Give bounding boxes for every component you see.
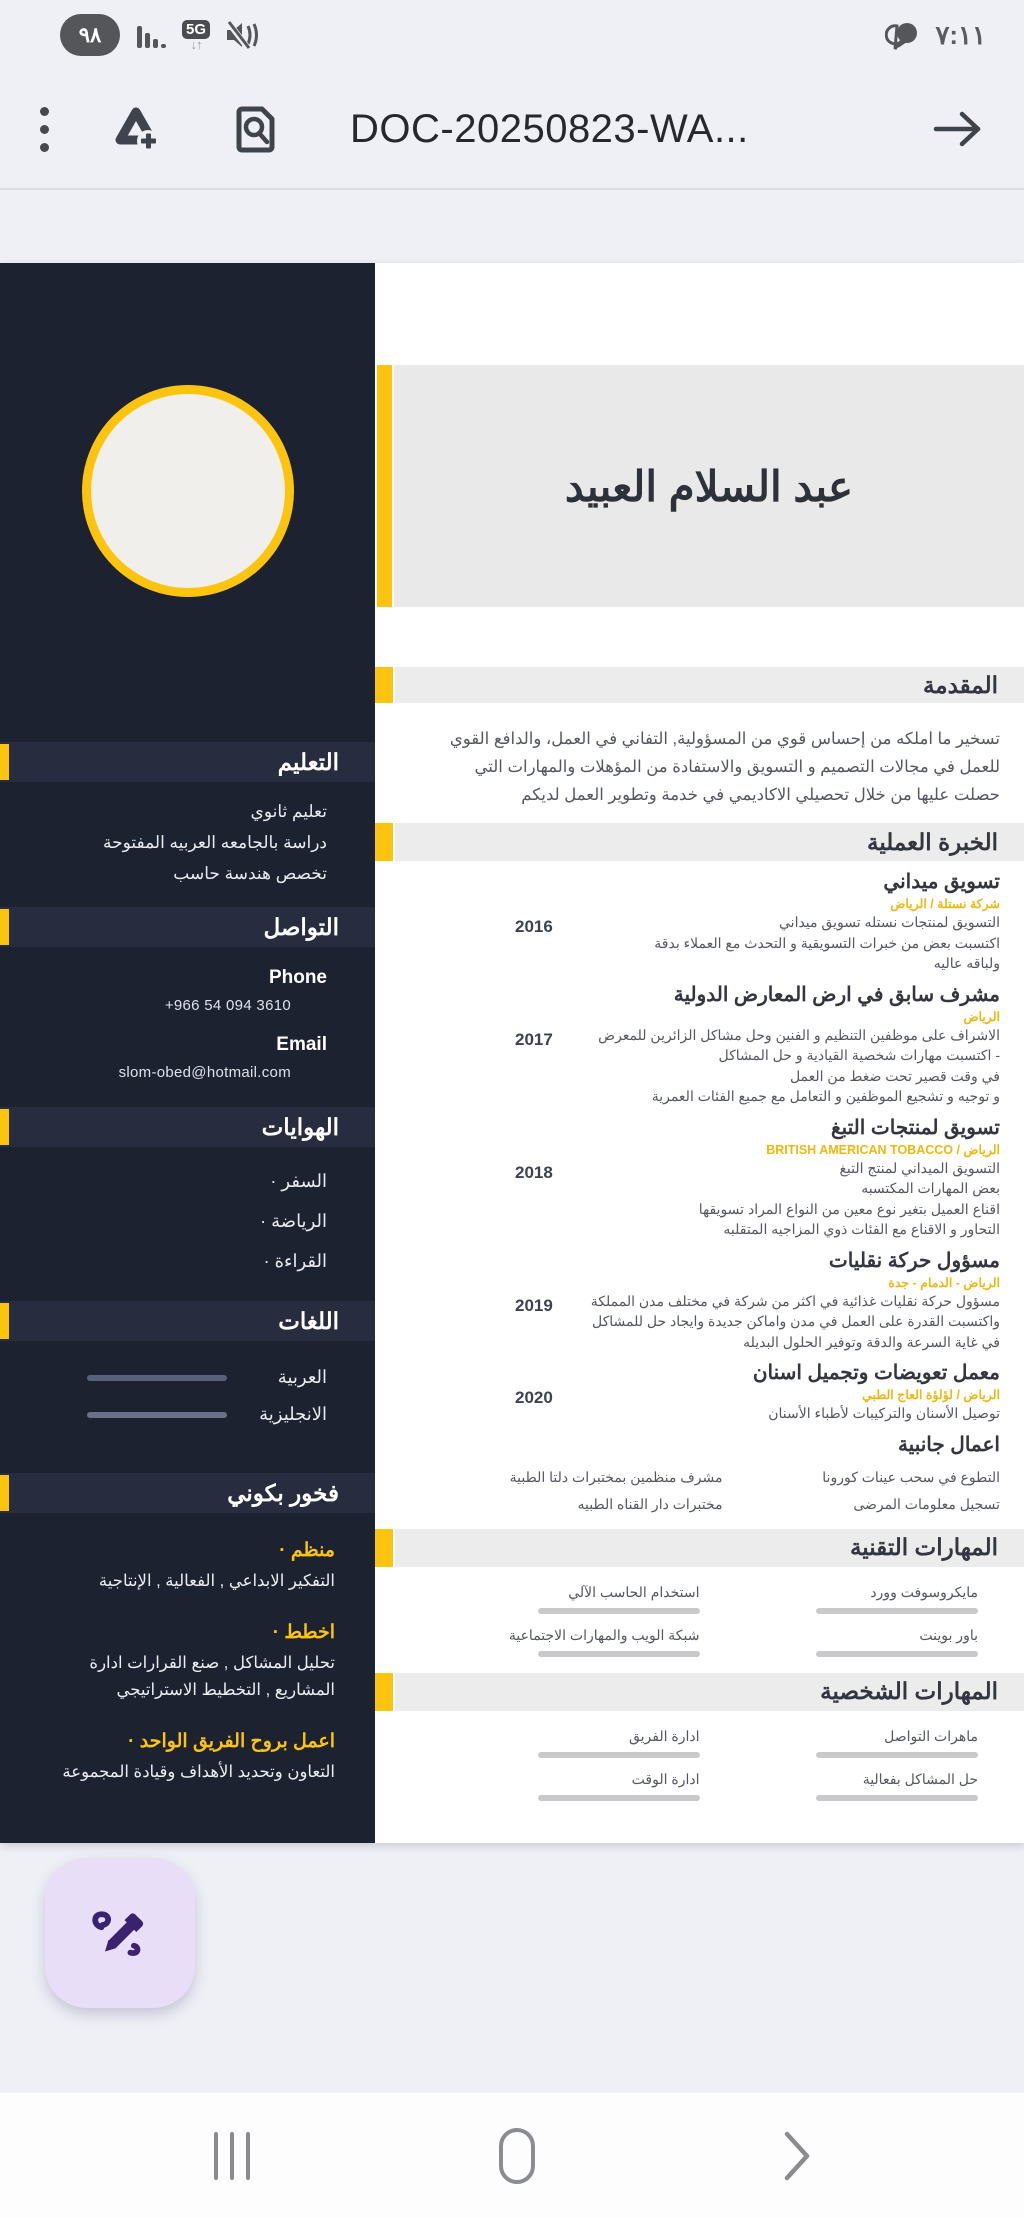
job-title: مشرف سابق في ارض المعارض الدولية — [673, 983, 1000, 1006]
battery-percent: ٩٨ — [78, 23, 102, 47]
job-company: الرياض - الدمام - جدة — [888, 1275, 1000, 1290]
proud-item — [30, 1730, 335, 1786]
job-company: الرياض / لؤلؤة العاج الطبي — [862, 1388, 1000, 1402]
job-entry — [375, 1115, 1000, 1240]
skill-item — [491, 1770, 700, 1801]
network-5g-label: 5G — [182, 20, 210, 39]
section-personal-skills-header — [395, 1673, 1024, 1711]
language-name: الانجليزية — [259, 1404, 327, 1424]
sidebar-section-hobbies — [0, 1107, 375, 1147]
chat-bubble-icon — [885, 17, 921, 53]
sidebar-section-languages — [0, 1301, 375, 1341]
language-name: العربية — [277, 1367, 327, 1387]
home-button[interactable] — [497, 2126, 537, 2186]
side-job-item: مشرف منظمين بمختبرات دلتا الطبية — [509, 1468, 723, 1485]
proud-item — [30, 1539, 335, 1595]
job-entry — [375, 982, 1000, 1107]
section-accent-bar — [0, 744, 9, 780]
skill-name: حل المشاكل بفعالية — [862, 1770, 978, 1787]
resume-main — [375, 263, 1024, 1843]
proud-item-desc: تحليل المشاكل , صنع القرارات ادارة المشاريع , التخطيط الاستراتيجي — [89, 1654, 335, 1699]
language-row — [16, 1404, 327, 1425]
clock: ٧:١١ — [935, 19, 986, 50]
side-job-item: التطوع في سحب عينات كورونا — [822, 1468, 1000, 1485]
intro-paragraph: تسخير ما املكه من إحساس قوي من المسؤولية, التفاني في العمل، والدافع القوي للعمل في مجالات التصميم و التسويق والاستفادة من المؤهلات والمهارات التي حصلت عليها من خلال تحصيلي الاكاديمي في خدمة وتطوير العمل لديكم — [449, 730, 1000, 804]
skill-item — [491, 1727, 700, 1758]
job-desc-line: - اكتسبت مهارات شخصية القيادية و حل المشاكل — [718, 1047, 1000, 1063]
android-navbar — [0, 2093, 1024, 2218]
section-accent-bar — [0, 909, 9, 945]
back-button[interactable] — [780, 2127, 814, 2185]
education-line: دراسة بالجامعه العربيه المفتوحة — [102, 833, 327, 852]
section-accent-square — [375, 1529, 393, 1567]
proud-item-title: اعمل بروح الفريق الواحد · — [30, 1730, 335, 1753]
skill-level-bar — [816, 1752, 978, 1758]
job-year: 2019 — [515, 1295, 553, 1315]
job-desc-line: الاشراف على موظفين التنظيم و الفنين وحل مشاكل الزائرين للمعرض — [598, 1026, 1000, 1043]
skill-item — [770, 1727, 979, 1758]
section-experience-header — [395, 823, 1024, 861]
job-entry — [375, 1248, 1000, 1353]
job-company: الرياض / BRITISH AMERICAN TOBACCO — [766, 1142, 1000, 1157]
section-tech-skills-header — [395, 1529, 1024, 1567]
section-title: المهارات الشخصية — [820, 1678, 998, 1704]
skill-level-bar — [816, 1651, 978, 1657]
status-left-cluster — [60, 14, 262, 56]
email-value: slom-obed@hotmail.com — [118, 1064, 291, 1081]
skill-level-bar — [538, 1752, 700, 1758]
job-desc-line: واكتسبت القدرة على العمل في مدن واماكن جديدة وايجاد حل للمشاكل في غاية السرعة والدقة وتوفير الحلول البديله — [591, 1313, 1000, 1350]
hobby-item: القراءة · — [16, 1241, 327, 1281]
section-intro-header — [395, 667, 1024, 703]
job-desc-line: التحاور و الاقناع مع الفئات ذوي المزاجيه المتقلبه — [723, 1221, 1000, 1237]
job-entry — [375, 869, 1000, 974]
section-accent-square — [375, 823, 393, 861]
add-to-drive-icon[interactable] — [110, 103, 162, 155]
name-accent-bar — [377, 365, 392, 607]
battery-indicator — [60, 14, 120, 56]
job-desc-line: في وقت قصير تحت ضغط من العمل — [789, 1067, 1000, 1084]
side-jobs-grid — [475, 1469, 1000, 1513]
skill-level-bar — [538, 1651, 700, 1657]
scribble-pen-icon — [83, 1896, 157, 1970]
document-title: DOC-20250823-WA... — [350, 106, 749, 151]
document-toolbar — [0, 70, 1024, 190]
find-in-document-icon[interactable] — [232, 103, 280, 155]
job-year: 2016 — [515, 917, 553, 936]
proud-item — [30, 1621, 335, 1704]
status-right-cluster — [885, 17, 986, 53]
section-accent-bar — [0, 1303, 9, 1339]
proud-item-title: اخطط · — [30, 1621, 335, 1644]
skill-name: ماهرات التواصل — [884, 1727, 978, 1744]
skill-name: باور بوينت — [919, 1626, 978, 1643]
job-desc-line: و توجيه و تشجيع الموظفين و التعامل مع جميع الفئات العمرية — [651, 1088, 1000, 1104]
job-title: تسويق ميداني — [883, 871, 1000, 893]
phone-value: +966 54 094 3610 — [164, 997, 291, 1014]
section-title: الخبرة العملية — [867, 828, 998, 855]
skill-item — [491, 1583, 700, 1614]
sidebar-section-contact — [0, 907, 375, 947]
job-desc-line: توصيل الأسنان والتركيبات لأطباء الأسنان — [768, 1405, 1000, 1421]
side-job-item: تسجيل معلومات المرضى — [853, 1495, 1000, 1512]
job-entry — [375, 1360, 1000, 1424]
side-job-item: مختبرات دار القناه الطبيه — [577, 1495, 723, 1512]
skill-level-bar — [816, 1608, 978, 1614]
section-title: المهارات التقنية — [849, 1534, 998, 1560]
sidebar-section-education — [0, 742, 375, 782]
skill-item — [770, 1626, 979, 1657]
skill-name: ادارة الفريق — [628, 1727, 700, 1744]
job-desc-line: التسويق لمنتجات نستله تسويق ميداني — [779, 914, 1000, 930]
proud-item-desc: التفكير الابداعي , الفعالية , الإنتاجية — [98, 1572, 335, 1590]
section-accent-bar — [0, 1109, 9, 1145]
hobby-item: السفر · — [16, 1161, 327, 1201]
job-desc-line: مسؤول حركة نقليات غذائية في اكثر من شركة في مختلف مدن المملكة — [590, 1292, 1000, 1309]
skill-name: ادارة الوقت — [631, 1770, 700, 1787]
status-bar — [0, 0, 1024, 70]
education-line: تعليم ثانوي — [250, 802, 327, 821]
section-title: المقدمة — [922, 671, 998, 698]
section-accent-square — [375, 667, 393, 703]
job-title: مسؤول حركة نقليات — [828, 1249, 1000, 1272]
skill-level-bar — [538, 1795, 700, 1801]
profile-photo-placeholder — [82, 385, 294, 597]
job-year: 2017 — [515, 1029, 553, 1049]
network-5g-icon — [182, 20, 210, 51]
email-label: Email — [276, 1034, 327, 1055]
job-company: شركة نستلة / الرياض — [890, 897, 1000, 911]
job-desc-line: ولباقه عاليه — [933, 955, 1000, 971]
name-banner — [394, 365, 1024, 607]
signal-bars-icon — [134, 18, 168, 52]
personal-skills-grid — [491, 1727, 978, 1801]
recents-button[interactable] — [210, 2128, 254, 2184]
section-accent-square — [375, 1673, 393, 1711]
proud-item-title: منظم · — [30, 1539, 335, 1562]
proud-item-desc: التعاون وتحديد الأهداف وقيادة المجموعة — [62, 1763, 335, 1781]
section-title: فخور بكوني — [227, 1479, 339, 1506]
language-level-bar — [87, 1375, 227, 1381]
phone-label: Phone — [268, 967, 327, 988]
resume-sidebar — [0, 263, 375, 1843]
side-jobs-title: اعمال جانبية — [897, 1433, 1000, 1456]
job-title: معمل تعويضات وتجميل اسنان — [752, 1362, 1000, 1384]
job-desc-line: التسويق الميداني لمنتج التبغ — [839, 1159, 1000, 1176]
education-line: تخصص هندسة حاسب — [173, 864, 327, 883]
network-arrows: ↓↑ — [190, 36, 202, 52]
forward-arrow-icon[interactable] — [932, 107, 984, 151]
skill-name: استخدام الحاسب الآلي — [568, 1583, 700, 1600]
language-row — [16, 1367, 327, 1388]
tech-skills-grid — [491, 1583, 978, 1657]
language-level-bar — [87, 1412, 227, 1418]
section-accent-bar — [0, 1475, 9, 1511]
job-desc-line: اقناع العميل بتغير نوع معين من النواع المراد تسويقها — [698, 1200, 1000, 1217]
edit-annotate-fab[interactable] — [45, 1858, 195, 2008]
sidebar-section-proud — [0, 1473, 375, 1513]
job-title: تسويق لمنتجات التبغ — [830, 1116, 1000, 1139]
skill-item — [491, 1626, 700, 1657]
hobby-item: الرياضة · — [16, 1201, 327, 1241]
skill-level-bar — [816, 1795, 978, 1801]
skill-item — [770, 1583, 979, 1614]
job-year: 2018 — [515, 1162, 553, 1182]
skill-name: شبكة الويب والمهارات الاجتماعية — [508, 1626, 700, 1643]
job-year: 2020 — [515, 1388, 553, 1407]
job-company: الرياض — [963, 1009, 1000, 1024]
section-title: اللغات — [278, 1307, 339, 1334]
section-title: التواصل — [263, 913, 339, 940]
overflow-menu-icon[interactable] — [40, 107, 50, 152]
candidate-name: عبد السلام العبيد — [564, 462, 854, 510]
skill-name: مايكروسوفت وورد — [870, 1583, 978, 1600]
job-desc-line: بعض المهارات المكتسبه — [861, 1180, 1000, 1196]
skill-item — [770, 1770, 979, 1801]
section-title: التعليم — [277, 748, 339, 775]
mute-vibrate-icon — [224, 18, 262, 52]
job-desc-line: اكتسبت بعض من خبرات التسويقية و التحدث مع العملاء بدقة — [654, 934, 1000, 951]
skill-level-bar — [538, 1608, 700, 1614]
section-title: الهوايات — [261, 1113, 339, 1140]
document-page[interactable] — [0, 263, 1024, 1843]
